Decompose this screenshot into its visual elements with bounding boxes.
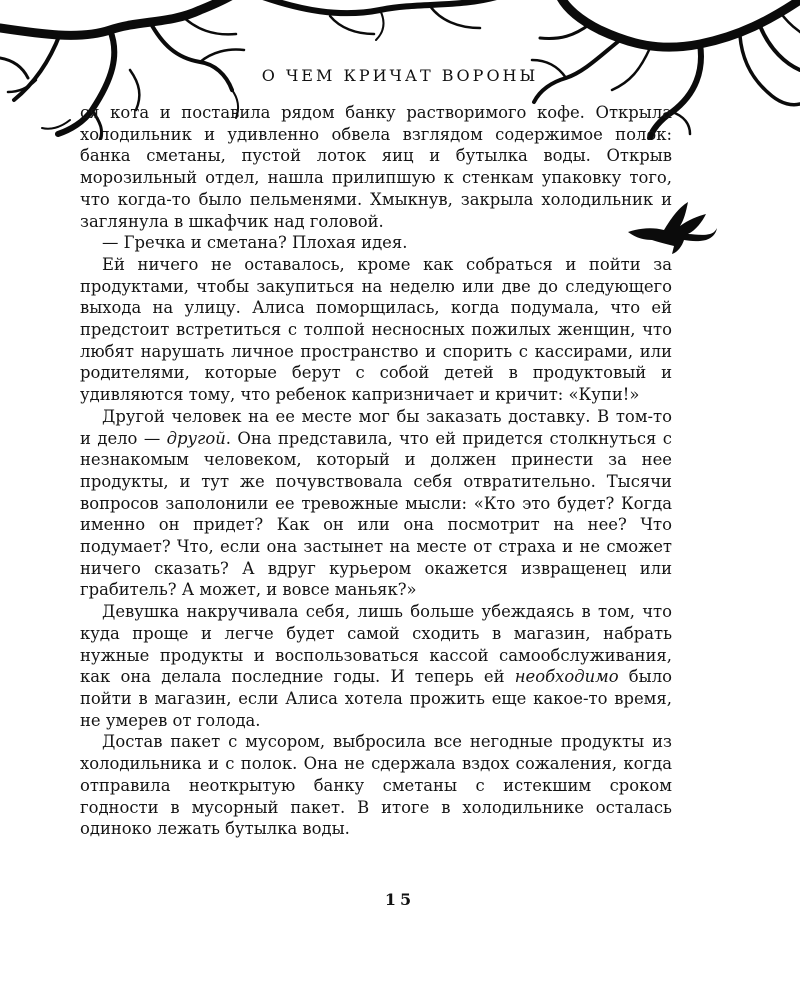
paragraph [80,731,672,840]
paragraph [80,254,672,406]
emphasized-text: другой [166,428,226,448]
text-run: — Гречка и сметана? Плохая идея. [102,233,408,253]
text-run: . Она представила, что ей придется столкнуться с незнакомым человеком, который и должен принести за нее продукты, и тут же почувствовала себя отвратительно. Тысячи вопросов заполонили ее тревожные мысли: «Кто это будет? Когда именно он придет? Как он или она посмотрит на нее? Что подумает? Что, если она застынет на месте от страха и не сможет ничего сказать? А вдруг курьером окажется извращенец или грабитель? А может, и вовсе маньяк?» [80,428,672,600]
running-title: О ЧЕМ КРИЧАТ ВОРОНЫ [261,66,539,85]
paragraph [80,601,672,731]
paragraph [80,406,672,601]
text-run: Достав пакет с мусором, выбросила все негодные продукты из холодильника и с полок. Она не сдержала вздох сожаления, когда отправила неоткрытую банку сметаны с истекшим сроком годности в мусорный пакет. В итоге в холодильнике осталась одиноко лежать бутылка воды. [80,732,672,839]
paragraph [80,232,672,254]
text-run: Ей ничего не оставалось, кроме как собраться и пойти за продуктами, чтобы закупиться на неделю или две до следующего выхода на улицу. Алиса поморщилась, когда подумала, что ей предстоит встретиться с толпой несносных пожилых женщин, что любят нарушать личное пространство и спорить с кассирами, или родителями, которые берут с собой детей в продуктовый и удивляются тому, что ребенок капризничает и кричит: «Купи!» [80,254,672,405]
paragraph [80,102,672,232]
text-run: Другой человек на ее месте мог бы заказать доставку. В том-то и дело — [80,406,672,448]
page-number: 15 [384,890,416,909]
text-run: ся кота и поставила рядом банку растворимого кофе. Открыла холодильник и удивленно обвела взглядом содержимое полок: банка сметаны, пустой лоток яиц и бутылка воды. Открыв морозильный отдел, нашла прилипшую к стенкам упаковку того, что когда-то было пельменями. Хмыкнув, закрыла холодильник и заглянула в шкафчик над головой. [80,103,672,231]
body-text [80,102,672,840]
emphasized-text: необходимо [514,667,619,687]
text-run: было пойти в магазин, если Алиса хотела прожить еще какое-то время, не умерев от голода. [80,667,673,730]
text-run: Девушка накручивала себя, лишь больше убеждаясь в том, что куда проще и легче будет самой сходить в магазин, набрать нужные продукты и воспользоваться кассой самообслуживания, как она делала последние годы. И теперь ей [80,602,672,687]
